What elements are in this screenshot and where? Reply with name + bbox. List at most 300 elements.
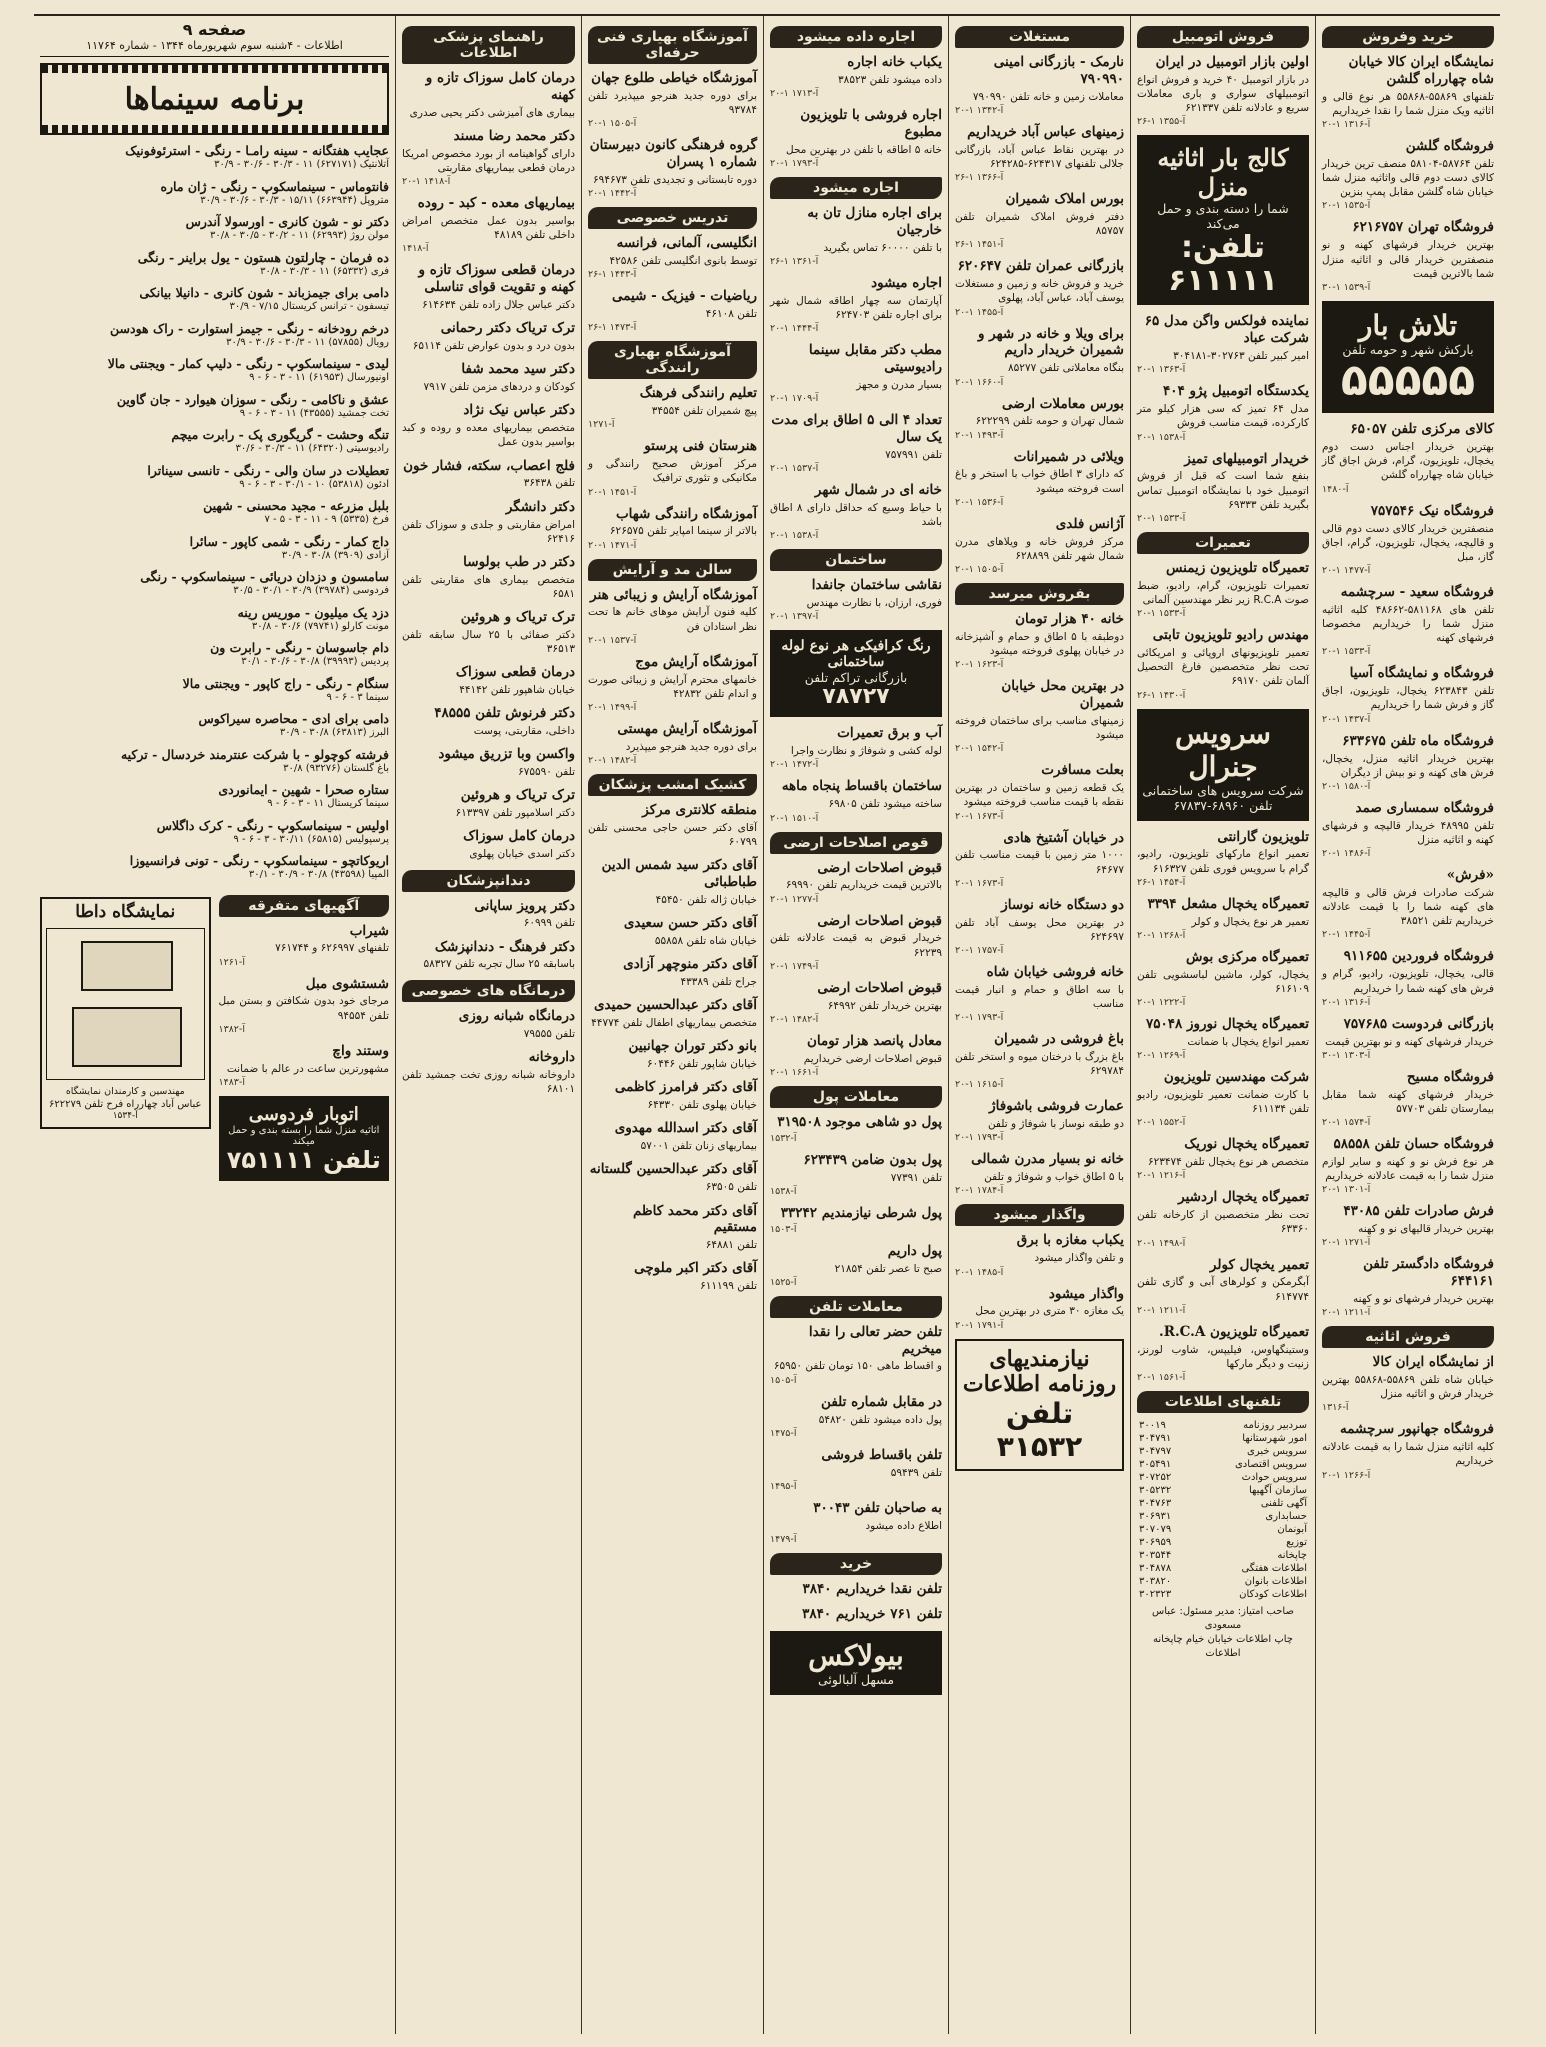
ad-heading: واکسن وبا تزریق میشود xyxy=(438,746,575,763)
ad-heading: پول شرطی نیازمندیم ۳۳۲۴۲ xyxy=(780,1204,942,1221)
ad-body: زمینهای مناسب برای ساختمان فروخته میشود xyxy=(955,714,1124,742)
ad-code: ۲۶-۱ آ-۱۴۴۳ xyxy=(588,269,637,281)
classified-ad xyxy=(402,361,575,394)
ad-body: و تلفن واگذار میشود xyxy=(1034,1252,1124,1265)
phone-row xyxy=(1137,1549,1309,1562)
phone-row xyxy=(1137,1445,1309,1458)
ad-body: تلفنهای ۵۵۸۶۹-۵۵۸۶۸ هر نوع قالی و اثاثیه ویک منزل شما را نقدا خریداریم xyxy=(1322,90,1494,117)
phone-row xyxy=(1137,1458,1309,1471)
cabinet-top xyxy=(81,941,173,991)
phone-number: ۳۰۵۲۳۲ xyxy=(1139,1484,1172,1496)
ad-body: یخچال، کولر، ماشین لباسشویی تلفن ۶۱۶۱۰۹ xyxy=(1137,968,1309,995)
ad-heading: آقای دکتر منوچهر آزادی xyxy=(623,956,757,973)
section-title-buy-sell: خرید وفروش xyxy=(1322,26,1494,48)
phone-dept: اطلاعات کودکان xyxy=(1239,1588,1307,1600)
phone-number: ۳۰۲۳۲۳ xyxy=(1139,1588,1172,1600)
classified-ad xyxy=(770,1152,942,1197)
cinema-listing xyxy=(40,356,389,385)
ad-code: آ-۱۵۳۸ xyxy=(770,1185,797,1197)
section-title-building: ساختمان xyxy=(770,549,942,571)
classified-ad xyxy=(1322,1354,1494,1413)
ad-code: ۲۰-۱ آ-۱۷۹۳ xyxy=(955,1132,1004,1144)
ad-heading: انگلیسی، آلمانی، فرانسه xyxy=(616,235,757,252)
ad-heading: فروشگاه سمساری صمد xyxy=(1355,799,1494,816)
phone-dept: سازمان آگهیها xyxy=(1248,1484,1307,1496)
ad-heading: آب و برق تعمیرات xyxy=(837,725,942,742)
film-title: داج کمار - رنگی - شمی کاپور - سائرا xyxy=(189,533,389,549)
showtimes: آتلانتیک (۶۲۷۱۷۱) ۱۱ - ۳۰/۳ - ۳۰/۶ - ۳۰/۹ xyxy=(214,159,389,170)
phone-number: ۳۰۴۷۶۳ xyxy=(1139,1497,1172,1509)
ad-heading: دکتر عباس نیک نژاد xyxy=(463,402,575,419)
classified-ad xyxy=(955,191,1124,250)
classified-ad xyxy=(588,385,757,430)
ad-talash-bar: تلاش بار بارکش شهر و حومه تلفن ۵۵۵۵۵ xyxy=(1322,301,1494,413)
ad-code: ۲۰-۱ آ-۱۴۷۲ xyxy=(770,759,819,771)
ad-code: آ-۱۲۷۱ xyxy=(588,419,615,431)
cabinet-bottom xyxy=(72,1007,182,1067)
ad-body: تلفن ۶۷۵۵۹۰ xyxy=(518,766,575,779)
classified-ad xyxy=(1322,733,1494,792)
ad-heading: زمینهای عباس آباد خریداریم xyxy=(967,123,1124,140)
ad-body: تلفن ۶۴۸۸۱ xyxy=(705,1239,757,1252)
ad-heading: تلفن باقساط فروشی xyxy=(821,1446,942,1463)
ad-code: ۲۰-۱ آ-۱۴۴۵ xyxy=(1322,929,1371,941)
ad-body: تلفن ۵۸۷۶۴-۵۸۱۰۴ منصف ترین خریدار کالای دست دوم قالی واثاثیه منزل شما خیابان شاه گلشن مقابل پمپ بنزین xyxy=(1322,157,1494,199)
classified-ad xyxy=(955,124,1124,183)
ad-code: ۲۰-۱ آ-۱۵۳۳ xyxy=(1322,646,1371,658)
ad-body: بالاتر از سینما امپایر تلفن ۶۲۶۵۷۵ xyxy=(609,525,757,538)
ad-code: ۲۰-۱ آ-۱۴۹۸ xyxy=(1137,1237,1186,1249)
ad-body: آپارتمان سه چهار اطاقه شمال شهر برای اجاره تلفن ۶۲۴۷۰۳ xyxy=(770,294,942,321)
phone-row xyxy=(1137,1497,1309,1510)
ad-heading: بورس املاک شمیران xyxy=(1005,191,1124,208)
showtimes: فرخ (۵۳۳۵) ۹ - ۱۱ - ۳ - ۵ - ۷ xyxy=(264,514,389,525)
ad-heading: شیراب xyxy=(349,922,389,939)
ad-body: پول داده میشود تلفن ۵۴۸۲۰ xyxy=(818,1413,942,1426)
classified-ad xyxy=(402,402,575,449)
ad-body: دکتر اسدی خیابان پهلوی xyxy=(469,848,575,861)
section-title-private-tutoring: تدریس خصوصی xyxy=(588,207,757,229)
classified-ad xyxy=(955,54,1124,116)
classified-ad xyxy=(955,1151,1124,1196)
ad-heading: فروشگاه تهران ۶۲۱۶۷۵۷ xyxy=(1352,219,1494,236)
classified-ad xyxy=(770,1500,942,1545)
ad-code: ۲۰-۱ آ-۱۵۳۷ xyxy=(588,634,637,646)
ad-body: بواسیر بدون عمل متخصص امراض داخلی تلفن ۴۸۱۸۹ xyxy=(402,215,575,242)
cinema-listing xyxy=(40,747,389,776)
classified-ad xyxy=(588,721,757,766)
info-phones-table xyxy=(1137,1419,1309,1601)
section-title-info-phones: تلفنهای اطلاعات xyxy=(1137,1391,1309,1413)
ad-heading: باغ فروشی در شمیران xyxy=(994,1031,1124,1048)
cinema-listing xyxy=(40,605,389,634)
section-title-land-reform: قوص اصلاحات ارضی xyxy=(770,832,942,854)
classified-ad xyxy=(402,70,575,120)
classified-ad xyxy=(402,609,575,656)
ad-heading: تعمیرگاه یخچال اردشیر xyxy=(1178,1189,1309,1206)
ad-heading: منطقه کلانتری مرکز xyxy=(642,802,757,819)
ad-code: ۲۰-۱ آ-۱۷۹۳ xyxy=(955,1012,1004,1024)
ad-body: کلیه فنون آرایش موهای خانم ها تحت نظر استادان فن xyxy=(588,606,757,633)
classified-ad xyxy=(770,778,942,823)
film-title: ده فرمان - چارلتون هستون - یول براینر - رنگی xyxy=(137,249,389,265)
classified-ad xyxy=(1322,54,1494,130)
showtimes: اونیورسال (۶۱۹۵۳) ۱۱ - ۳ - ۶ - ۹ xyxy=(249,372,389,383)
ad-code: ۲۶-۱ آ-۱۴۳۰ xyxy=(1137,689,1186,701)
column-real-estate xyxy=(948,16,1130,2034)
phone-dept: چاپخانه xyxy=(1277,1549,1307,1561)
ad-heading: تعمیرگاه یخچال نوروز ۷۵۰۴۸ xyxy=(1146,1016,1309,1033)
classified-ad xyxy=(588,1038,757,1071)
ad-code: آ-۱۳۱۶ xyxy=(1322,1402,1349,1414)
ad-heading: درمان کامل سوزاک xyxy=(463,828,575,845)
ad-body: خریدار فرشهای کهنه و نو بهترین قیمت xyxy=(1325,1035,1494,1048)
ad-body: تلفن های ۵۸۱۱۶۸-۴۸۶۶۲ کلیه اثاثیه منزل شما را خریداریم مخصوصا فرشهای کهنه xyxy=(1322,603,1494,645)
classified-ad xyxy=(588,956,757,989)
ad-heading: ترک تریاک و هروئین xyxy=(460,609,575,626)
ad-body: متخصص بیماری های مقاربتی تلفن ۶۵۸۱ xyxy=(402,573,575,600)
ad-body: وستینگهاوس، فیلیپس، شاوب لورنز، زنیت و دیگر مارکها xyxy=(1137,1343,1309,1370)
phone-number: ۳۰۴۸۷۸ xyxy=(1139,1562,1172,1574)
ad-heading: شرکت مهندسین تلویزیون xyxy=(1163,1069,1309,1086)
ad-heading: نماینده فولکس واگن مدل ۶۵ شرکت عباد xyxy=(1144,313,1309,347)
ad-heading: ترک تریاک دکتر رحمانی xyxy=(440,320,575,337)
classified-ad xyxy=(955,762,1124,821)
ad-heading: پول بدون ضامن ۶۲۳۴۳۹ xyxy=(803,1151,942,1168)
classified-ad xyxy=(1322,800,1494,859)
ad-code: آ-۱۵۳۲ xyxy=(770,1132,797,1144)
ad-heading: فروشگاه دادگستر تلفن ۶۴۴۱۶۱ xyxy=(1363,1256,1494,1290)
ad-body: که دارای ۳ اطاق خواب با استخر و باغ است فروخته میشود xyxy=(955,468,1124,495)
ad-code: ۲۶-۱ آ-۱۴۵۴ xyxy=(1137,876,1186,888)
ad-code: ۲۰-۱ آ-۱۶۶۰ xyxy=(955,376,1004,388)
ad-code: ۲۰-۱ آ-۱۵۳۵ xyxy=(1322,200,1371,212)
ad-body: بهترین خریدار اجناس دست دوم یخچال، تلویزیون، گرام، فرش اجاق گاز خیابان شاه چهارراه گلشن xyxy=(1322,441,1494,482)
ad-heading: خریدار اتومبیلهای تمیز xyxy=(1184,450,1309,467)
ad-heading: آموزشگاه آرایش موج xyxy=(635,653,757,670)
ad-body: تلفن ۴۸۹۹۵ خریدار قالیچه و فرشهای کهنه و اثاثیه منزل xyxy=(1322,819,1494,846)
ad-heading: پول داریم xyxy=(887,1242,942,1259)
ad-body: منصفترین خریدار کالای دست دوم قالی و قالیچه، یخچال، تلویزیون، گرام، اجاق گاز، مبل xyxy=(1322,522,1494,563)
ad-code: ۲۰-۱ آ-۱۴۴۴ xyxy=(770,323,819,335)
phone-row xyxy=(1137,1471,1309,1484)
classified-ad xyxy=(955,1286,1124,1331)
ad-heading: اولین بازار اتومبیل در ایران xyxy=(1155,54,1309,70)
ad-code: آ-۱۴۸۳ xyxy=(218,1076,245,1088)
ad-body: تلفن ۷۵۷۹۹۱ xyxy=(885,448,942,461)
classified-ad xyxy=(955,396,1124,441)
ad-heading: بازرگانی فردوست ۷۵۷۶۸۵ xyxy=(1343,1015,1494,1032)
ad-classifieds-phone: نیازمندیهای روزنامه اطلاعات تلفن ۳۱۵۳۲ xyxy=(955,1339,1124,1472)
column-buy-sell xyxy=(1315,16,1500,2034)
furniture-illustration xyxy=(46,928,205,1080)
ad-heading: فروشگاه سعید - سرچشمه xyxy=(1340,584,1494,601)
ad-heading: آقای دکتر اسدالله مهدوی xyxy=(614,1120,757,1137)
showtimes: پرسپولیس (۶۵۸۱۵) ۳۰/۱۱ - ۳ - ۶ - ۹ xyxy=(233,833,389,845)
phone-dept: سرویس اقتصادی xyxy=(1234,1458,1307,1470)
ad-heading: آقای دکتر عبدالحسین گلستانه xyxy=(589,1161,757,1178)
cinema-listing xyxy=(40,427,389,456)
ad-code: ۲۰-۱ آ-۱۴۸۶ xyxy=(1322,848,1371,860)
ad-heading: خانه ۴۰ هزار تومان xyxy=(1015,610,1124,627)
ad-heading: گروه فرهنگی کانون دبیرستان شماره ۱ پسران xyxy=(589,137,757,171)
phone-row xyxy=(1137,1419,1309,1432)
showtimes: تیسفون - ترانس کریستال ۷/۱۵ - ۳۰/۹ xyxy=(229,301,389,312)
showtimes: رویال (۵۷۸۵۵) ۱۱ - ۳۰/۳ - ۳۰/۶ - ۳۰/۹ xyxy=(226,336,389,348)
classified-ad xyxy=(402,320,575,353)
ad-heading: خانه نو بسیار مدرن شمالی xyxy=(971,1151,1124,1168)
cinema-listing xyxy=(40,285,389,314)
classified-ad xyxy=(588,1260,757,1293)
cinema-listing xyxy=(40,143,389,172)
classified-ad xyxy=(955,516,1124,575)
classified-ad xyxy=(1137,383,1309,442)
ad-heading: برای اجاره منازل تان به خارجیان xyxy=(807,204,942,238)
phone-number: ۳۰۶۹۵۹ xyxy=(1139,1536,1172,1548)
ad-body: برای دوره جدید هنرجو میپذیرد xyxy=(625,740,757,753)
classified-ad xyxy=(219,976,390,1035)
ad-heading: بیماریهای معده - کبد - روده xyxy=(417,195,575,212)
classified-ad xyxy=(402,195,575,254)
phone-row xyxy=(1137,1510,1309,1523)
ad-heading: دکتر سید محمد شفا xyxy=(461,361,575,378)
ad-code: ۲۶-۱ آ-۱۳۶۱ xyxy=(770,255,819,267)
ad-body: خانه ۵ اطاقه با تلفن در بهترین محل xyxy=(786,143,942,156)
ad-heading: ساختمان باقساط پنجاه ماهه xyxy=(781,778,942,795)
section-title-repairs: تعمیرات xyxy=(1137,532,1309,554)
ad-body: تلفن ۶۰۹۹۹ xyxy=(523,917,575,930)
classified-ad xyxy=(588,506,757,551)
ad-code: ۲۰-۱ آ-۱۴۴۲ xyxy=(588,188,637,200)
ad-body: خیابان شاه تلفن ۵۵۸۵۸ xyxy=(654,935,757,948)
ad-code: ۲۰-۱ آ-۱۲۱۱ xyxy=(1322,1307,1371,1319)
ad-code: ۲۰-۱ آ-۱۵۰۵ xyxy=(955,563,1004,575)
ad-code: ۲۰-۱ آ-۱۵۷۴ xyxy=(1322,1116,1371,1128)
ad-body: تلفن ۶۱۱۱۹۹ xyxy=(700,1280,757,1293)
ad-heading: در بهترین محل خیابان شمیران xyxy=(1001,678,1124,712)
phone-number: ۳۰۰۱۹ xyxy=(1139,1419,1166,1431)
ad-paint-pipe: رنگ کرافیکی هر نوع لوله ساختمانی بازرگانی تراکم تلفن ۷۸۷۲۷ xyxy=(770,630,942,717)
ad-heading: مطب دکتر مقابل سینما رادیوسیتی xyxy=(808,342,942,375)
showtimes: سینما کریستال ۱۱ - ۳ - ۶ - ۹ xyxy=(267,798,389,809)
ad-body: با تلفن ۶۰۰۰۰ تماس بگیرید xyxy=(823,241,942,254)
showtimes: فری (۶۵۳۳۲) ۱۱ - ۳۰/۳ - ۳۰/۸ xyxy=(260,265,389,277)
ad-heading: دو دستگاه خانه نوساز xyxy=(1001,896,1124,913)
ad-body: تعمیر هر نوع یخچال و کولر xyxy=(1191,915,1309,928)
classified-ad xyxy=(1322,1256,1494,1318)
ad-code: ۲۰-۱ آ-۱۴۸۲ xyxy=(770,1013,819,1025)
ad-code: آ-۱۴۱۸ xyxy=(402,243,429,255)
ad-body: دو طبقه نوساز با شوفاژ و تلفن xyxy=(987,1118,1124,1131)
classified-ad xyxy=(770,1581,942,1598)
ad-body: یک مغازه ۳۰ متری در بهترین محل xyxy=(975,1305,1124,1318)
film-title: عجایب هفتگانه - سینه رامـا - رنگی - استرئوفونیک xyxy=(125,143,389,158)
cinema-listing xyxy=(40,782,389,811)
ad-code: ۲۰-۱ آ-۱۲۶۸ xyxy=(1137,929,1186,941)
ad-heading: درمان قطعی سوزاک تازه و کهنه و تقویت قوای تناسلی xyxy=(418,262,575,296)
ad-body: تلفنهای ۶۲۶۹۹۷ و ۷۶۱۷۴۴ xyxy=(275,942,389,955)
section-title-dentists: دندانپزشکان xyxy=(402,870,575,892)
ad-heading: تعلیم رانندگی فرهنگ xyxy=(639,385,757,402)
classified-ad xyxy=(1137,1189,1309,1248)
classified-ad xyxy=(1137,1136,1309,1181)
classified-ad xyxy=(1322,1136,1494,1195)
ad-body: داخلی، مقاربتی، پوست xyxy=(473,725,575,738)
film-title: دامی برای جیمزباند - شون کانری - دانیلا بیانکی xyxy=(139,285,389,300)
film-title: اولیس - سینماسکوپ - رنگی - کرک داگلاس xyxy=(156,817,389,833)
ad-heading: آموزشگاه آرایش مهستی xyxy=(617,720,757,737)
showtimes: متروپل (۶۶۳۹۴۴) ۱۵/۱۱ - ۳۰/۳ - ۳۰/۶ - ۳۰/۹ xyxy=(200,194,389,206)
ad-heading: فروشگاه گلشن xyxy=(1405,138,1494,155)
classified-ad xyxy=(770,205,942,267)
ad-code: ۲۰-۱ آ-۱۵۱۰ xyxy=(770,812,819,824)
ad-code: ۲۰-۱ آ-۱۵۳۳ xyxy=(1137,512,1186,524)
showtimes: البرز (۶۳۸۱۳) ۳۰/۸ - ۳۰/۹ xyxy=(279,727,389,738)
ad-code: ۲۰-۱ آ-۱۴۱۸ xyxy=(402,176,451,188)
ad-heading: آموزشگاه آرایش و زیبائی هنر xyxy=(590,586,757,603)
ad-code: آ-۱۵۲۵ xyxy=(770,1276,797,1288)
ad-code: ۲۰-۱ آ-۱۲۶۶ xyxy=(1322,1469,1371,1481)
ad-body: داده میشود تلفن ۳۸۵۲۳ xyxy=(838,73,942,86)
phone-number: ۳۰۷۲۵۲ xyxy=(1139,1471,1172,1483)
film-title: سامسون و دزدان دریائی - سینماسکوپ - رنگی xyxy=(140,569,389,584)
classified-ad xyxy=(588,438,757,497)
ad-heading: اجاره فروشی با تلویزیون مطبوع xyxy=(800,107,942,140)
ad-body: بنگاه معاملاتی تلفن ۸۵۲۷۷ xyxy=(1008,362,1124,375)
cinema-listing xyxy=(40,179,389,208)
ad-body: تعمیر انواع یخچال با ضمانت xyxy=(1187,1035,1309,1048)
classified-ad xyxy=(770,1205,942,1235)
phone-number: ۳۰۴۷۹۷ xyxy=(1139,1445,1172,1457)
ad-code: ۲۰-۱ آ-۱۴۹۹ xyxy=(588,701,637,713)
classified-ad xyxy=(1322,1203,1494,1248)
classified-ad xyxy=(588,1079,757,1112)
ad-code: ۲۰-۱ آ-۱۲۶۹ xyxy=(1137,1050,1186,1062)
ad-heading: تعمیرگاه یخچال نوریک xyxy=(1184,1136,1309,1153)
classified-ad xyxy=(402,128,575,187)
ad-body: مرکز فروش خانه و ویلاهای مدرن شمال شهر تلفن ۶۲۸۸۹۹ xyxy=(955,535,1124,562)
ad-code: ۲۰-۱ آ-۱۴۷۱ xyxy=(588,539,637,551)
classified-ad xyxy=(770,1324,942,1386)
ad-college-bar: کالج بار اثاثیه منزل شما را دسته بندی و حمل می‌کند تلفن: ۶۱۱۱۱۱ xyxy=(1137,135,1309,305)
ad-code: ۲۰-۱ آ-۱۵۳۸ xyxy=(770,530,819,542)
ad-body: دکتر اسلامپور تلفن ۶۱۳۳۹۷ xyxy=(455,807,575,820)
ad-code: ۲۰-۱ آ-۱۲۷۷ xyxy=(770,893,819,905)
ad-body: بیماریهای زنان تلفن ۵۷۰۰۱ xyxy=(640,1140,757,1153)
ad-body: اطلاع داده میشود xyxy=(865,1519,942,1532)
phone-row xyxy=(1137,1523,1309,1536)
classified-ad xyxy=(588,288,757,333)
ad-heading: فلج اعصاب، سکته، فشار خون xyxy=(403,457,575,474)
ad-body: خریدار فرشهای کهنه شما مقابل بیمارستان تلفن ۵۷۷۰۳ xyxy=(1322,1088,1494,1115)
phone-dept: اطلاعات هفتگی xyxy=(1241,1562,1307,1574)
ad-code: ۲۰-۱ آ-۱۷۵۷ xyxy=(955,944,1004,956)
ad-heading: قبوض اصلاحات ارضی xyxy=(817,859,942,876)
ad-body: خیابان ژاله تلفن ۴۵۴۵۰ xyxy=(655,894,757,906)
ad-code: ۲۰-۱ آ-۱۵۵۲ xyxy=(1137,1117,1186,1129)
ad-body: قالی، یخچال، تلویزیون، رادیو، گرام و فرش های کهنه شما را خریداریم xyxy=(1322,968,1494,995)
classified-ad xyxy=(588,1120,757,1153)
classified-ad xyxy=(770,412,942,474)
ad-heading: بازرگانی عمران تلفن ۶۲۰۶۴۷ xyxy=(957,258,1124,275)
ad-body: ۱۰۰۰ متر زمین با قیمت مناسب تلفن ۶۴۶۷۷ xyxy=(955,849,1124,876)
classified-ad xyxy=(588,235,757,280)
film-title: عشق و ناکامی - رنگی - سوزان هیوارد - جان گاوین xyxy=(116,391,389,407)
ad-code: ۳۰-۱ آ-۱۳۰۳ xyxy=(1322,1049,1371,1061)
phone-dept: حسابداری xyxy=(1265,1510,1307,1522)
film-title: فرشته کوچولو - با شرکت عنترمند خردسال - ترکیه xyxy=(120,746,389,762)
ad-heading: یکباب خانه اجاره xyxy=(847,54,942,70)
ad-body: دوطبقه با ۵ اطاق و حمام و آشپزخانه در خیابان پهلوی فروخته میشود xyxy=(955,630,1124,658)
classified-ad xyxy=(1322,665,1494,724)
cinema-listing xyxy=(40,463,389,492)
ad-code: ۲۰-۱ آ-۱۳۶۳ xyxy=(1137,364,1186,376)
classified-ad xyxy=(588,802,757,849)
section-title-phone-deals: معاملات تلفن xyxy=(770,1296,942,1318)
ad-code: ۲۰-۱ آ-۱۶۲۳ xyxy=(955,659,1004,671)
classified-ad xyxy=(955,449,1124,508)
column-doctors xyxy=(395,16,581,2034)
classified-ad xyxy=(770,107,942,169)
cinema-listing xyxy=(40,818,389,847)
ad-code: ۲۰-۱ آ-۱۵۳۳ xyxy=(1137,608,1186,620)
classified-ad xyxy=(219,1043,390,1088)
showtimes: ادئون (۵۳۸۱۸) ۱۰ - ۳۰/۱ - ۳ - ۶ - ۹ xyxy=(239,478,389,490)
ad-body: تلفن ۶۳۵۰۵ xyxy=(705,1181,757,1194)
ad-code: ۲۰-۱ آ-۱۳۴۲ xyxy=(955,104,1004,116)
ad-body: با حیاط وسیع که حداقل دارای ۸ اطاق باشد xyxy=(770,501,942,528)
ad-heading: ویلائی در شمیرانات xyxy=(1013,448,1124,465)
phone-row xyxy=(1137,1484,1309,1497)
section-title-medical-guide: راهنمای پزشکی اطلاعات xyxy=(402,26,575,64)
ad-body: تلفن ۳۶۴۳۸ xyxy=(523,477,575,490)
classified-ad xyxy=(770,1114,942,1144)
ad-code: ۲۰-۱ آ-۱۷۱۳ xyxy=(770,88,819,100)
ad-heading: فروشگاه و نمایشگاه آسیا xyxy=(1349,665,1494,682)
classified-ad xyxy=(1137,1324,1309,1383)
ad-body: برای دوره جدید هنرجو میپذیرد تلفن ۹۳۷۸۴ xyxy=(588,89,757,117)
ad-code: ۲۰-۱ آ-۱۴۵۱ xyxy=(588,486,637,498)
ad-body: با سه اطاق و حمام و انبار قیمت مناسب xyxy=(955,983,1124,1010)
ad-code: آ-۱۳۸۲ xyxy=(218,1023,245,1035)
ad-heading: معادل پانصد هزار تومان xyxy=(806,1032,942,1049)
ad-body: بهترین خریدار اثاثیه منزل، یخچال، فرش های کهنه و نو بیش از دیگران xyxy=(1322,752,1494,779)
ad-heading: تعمیر یخچال کولر xyxy=(1209,1256,1309,1273)
ad-code: ۲۰-۱ آ-۱۴۸۲ xyxy=(588,755,637,767)
ad-heading: فروشگاه جهانپور سرچشمه xyxy=(1340,1421,1494,1438)
ad-body: معاملات زمین و خانه تلفن ۷۹۰۹۹۰ xyxy=(972,90,1124,103)
ad-heading: از نمایشگاه ایران کالا xyxy=(1372,1354,1494,1371)
ad-code: ۲۶-۱ آ-۱۳۶۶ xyxy=(955,172,1004,184)
column-cinema xyxy=(34,16,395,2034)
showtimes: پردیس (۳۹۹۹۳) ۳۰/۸ - ۳۰/۶ - ۳۰/۱ xyxy=(241,656,389,667)
classified-ad xyxy=(770,725,942,770)
ad-code: ۲۰-۱ آ-۱۵۳۶ xyxy=(955,496,1004,508)
issue-date: اطلاعات - ۴شنبه سوم شهریورماه ۱۳۴۴ - شماره ۱۱۷۶۴ xyxy=(40,39,389,57)
section-title-real-estate: مستغلات xyxy=(955,26,1124,48)
showtimes: فردوسی (۳۹۷۸۴) ۳۰/۹ - ۳۰/۱ - ۳۰/۵ xyxy=(233,585,389,596)
ad-heading: فروشگاه فروردین ۹۱۱۶۵۵ xyxy=(1343,948,1494,965)
film-title: سنگام - رنگی - راج کاپور - ویجنتی مالا xyxy=(182,675,389,691)
ad-code: ۲۰-۱ آ-۱۶۷۳ xyxy=(955,877,1004,889)
ad-heading: هنرستان فنی پرستو xyxy=(644,438,757,455)
classified-ad xyxy=(955,1031,1124,1090)
ad-heading: آقای دکتر سید شمس الدین طباطبائی xyxy=(601,857,757,891)
ad-body: خیابان شاه تلفن ۵۵۸۶۹-۵۵۸۶۸ بهترین خریدار فرش و اثاثیه منزل xyxy=(1322,1374,1495,1401)
ad-body: مرکز آموزش صحیح رانندگی و مکانیکی و تئوری ترافیک xyxy=(588,458,757,485)
ad-heading: «فرش» xyxy=(1446,867,1494,884)
classified-ad xyxy=(588,137,757,199)
